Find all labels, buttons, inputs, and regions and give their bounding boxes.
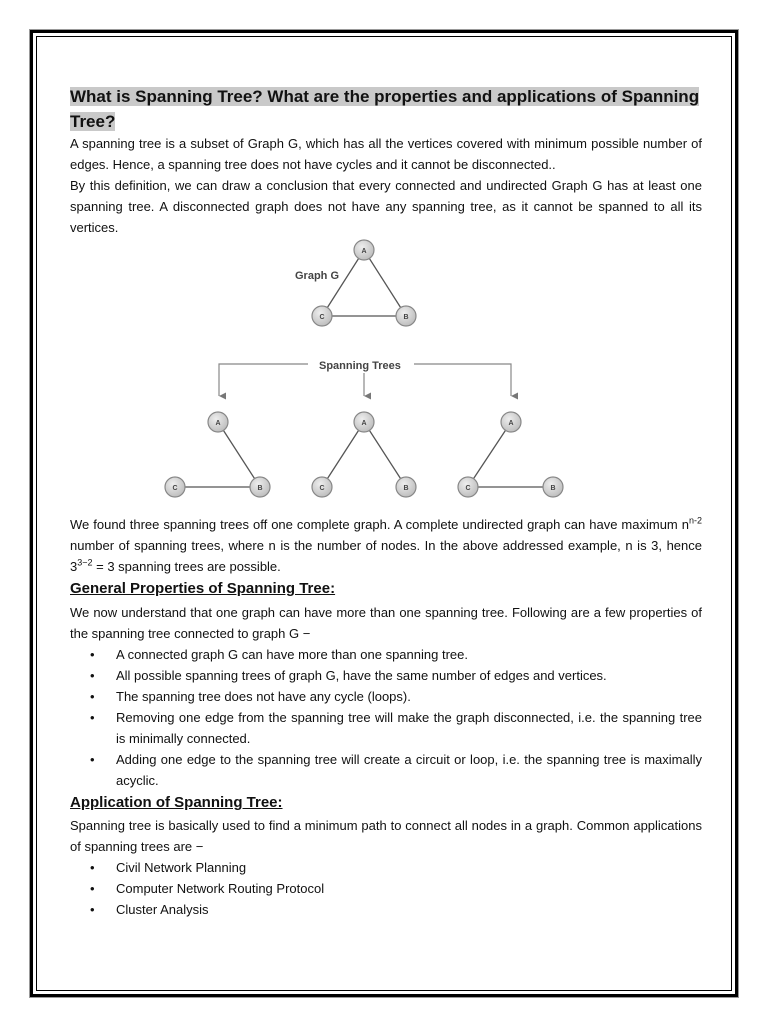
page-title: What is Spanning Tree? What are the properties and applications of Spanning Tree? [70, 87, 700, 131]
node-c: C [172, 485, 178, 492]
list-item: • Cluster Analysis [90, 902, 209, 917]
node-a: A [508, 420, 514, 427]
node-a: A [215, 420, 221, 427]
list-item: • Adding one edge to the spanning tree will create a circuit or loop, i.e. the spanning tree is maximally acyclic. [90, 752, 702, 788]
properties-intro: We now understand that one graph can have more than one spanning tree. Following are a few properties of the spanning tree connected to graph G − [70, 605, 702, 641]
applications-list [70, 857, 702, 920]
applications-section [70, 815, 702, 920]
node-b: B [550, 485, 556, 492]
intro-paragraph: A spanning tree is a subset of Graph G, which has all the vertices covered with minimum possible number of edges. Hence, a spanning tree does not have cycles and it cannot be disconnected.. [70, 136, 702, 172]
list-item: • Removing one edge from the spanning tree will make the graph disconnected, i.e. the spanning tree is minimally connected. [90, 710, 702, 746]
list-item: • Computer Network Routing Protocol [90, 881, 325, 896]
list-item: • A connected graph G can have more than one spanning tree. [90, 647, 468, 662]
properties-section [70, 602, 702, 791]
graph-label: Graph G [295, 270, 340, 282]
properties-list [70, 644, 702, 791]
list-item: • Civil Network Planning [90, 860, 247, 875]
node-b: B [403, 314, 409, 321]
applications-intro: Spanning tree is basically used to find a minimum path to connect all nodes in a graph. Common applications of spanning trees are − [70, 818, 702, 854]
node-c: C [319, 485, 325, 492]
node-a: A [361, 248, 367, 255]
node-b: B [403, 485, 409, 492]
intro-paragraph: By this definition, we can draw a conclusion that every connected and undirected Graph G has at least one spanning tree. A disconnected graph does not have any spanning tree, as it cannot be spanned to all its vertices. [70, 178, 702, 235]
spanning-label: Spanning Trees [319, 360, 401, 372]
applications-heading: Application of Spanning Tree: [70, 794, 283, 811]
spanning-count-paragraph: We found three spanning trees off one complete graph. A complete undirected graph can have maximum $n^{n-2}$ number of spanning trees, where n is the number of nodes. In the above addressed example, n is 3, hence $3^{3-2} = 3$ spanning trees are possible. [70, 515, 702, 574]
node-b: B [257, 485, 263, 492]
list-item: • All possible spanning trees of graph G, have the same number of edges and vertices. [90, 668, 607, 683]
list-item: • The spanning tree does not have any cycle (loops). [90, 689, 411, 704]
node-a: A [361, 420, 367, 427]
node-c: C [465, 485, 471, 492]
properties-heading: General Properties of Spanning Tree: [70, 580, 336, 597]
node-c: C [319, 314, 325, 321]
